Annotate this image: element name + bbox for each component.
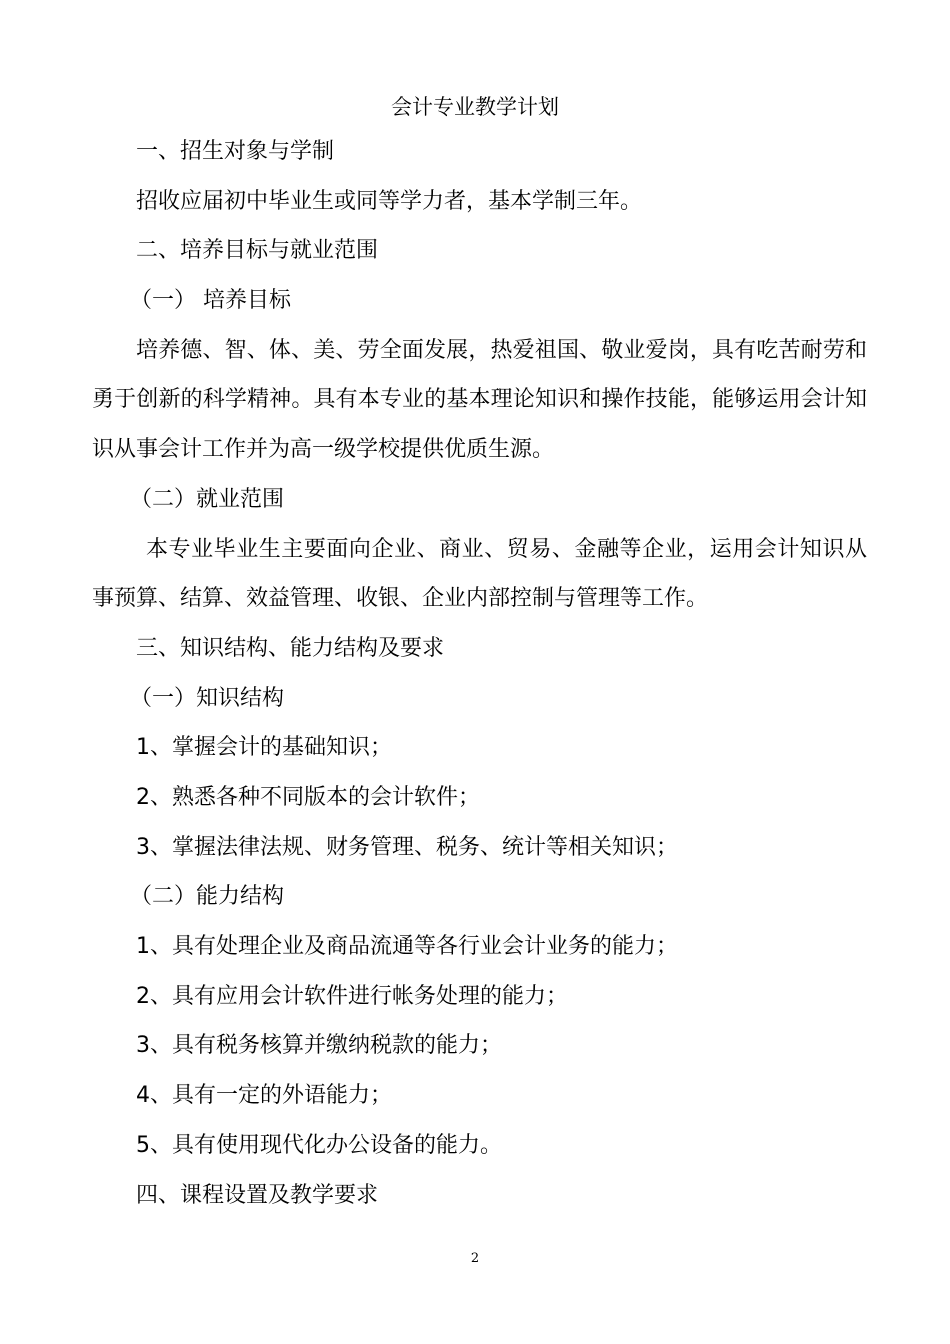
list-item-knowledge-2: 2、熟悉各种不同版本的会计软件；: [136, 785, 480, 811]
subsection-heading-employment-scope: （二）就业范围: [130, 486, 285, 512]
list-item-knowledge-3: 3、掌握法律法规、财务管理、税务、统计等相关知识；: [136, 834, 678, 860]
paragraph-training-goal: 培养德、智、体、美、劳全面发展，热爱祖国、敬业爱岗，具有吃苦耐劳和勇于创新的科学精神。具有本专业的基本理论知识和操作技能，能够运用会计知识从事会计工作并为高一级学校提供优质生源。: [92, 337, 867, 463]
subsection-heading-knowledge: （一）知识结构: [130, 685, 285, 711]
paragraph-employment-scope: 本专业毕业生主要面向企业、商业、贸易、金融等企业，运用会计知识从事预算、结算、效益管理、收银、企业内部控制与管理等工作。: [92, 536, 867, 612]
document-body: [92, 127, 867, 1220]
paragraph-enrollment: 招收应届初中毕业生或同等学力者，基本学制三年。: [136, 188, 643, 214]
list-item-ability-2: 2、具有应用会计软件进行帐务处理的能力；: [136, 983, 568, 1009]
section-heading-curriculum: 四、课程设置及教学要求: [136, 1182, 379, 1208]
document-title: 会计专业教学计划: [391, 95, 559, 119]
list-item-ability-3: 3、具有税务核算并缴纳税款的能力；: [136, 1033, 502, 1059]
section-heading-objectives: 二、培养目标与就业范围: [136, 238, 379, 264]
subsection-heading-training-goal: （一） 培养目标: [130, 288, 291, 314]
section-heading-enrollment: 一、招生对象与学制: [136, 139, 335, 164]
page-number: 2: [470, 1251, 480, 1266]
list-item-ability-4: 4、具有一定的外语能力；: [136, 1083, 392, 1109]
list-item-ability-1: 1、具有处理企业及商品流通等各行业会计业务的能力；: [136, 934, 678, 960]
section-heading-structure: 三、知识结构、能力结构及要求: [136, 635, 445, 661]
list-item-knowledge-1: 1、掌握会计的基础知识；: [136, 735, 392, 761]
subsection-heading-ability: （二）能力结构: [130, 884, 285, 910]
list-item-ability-5: 5、具有使用现代化办公设备的能力。: [136, 1132, 502, 1158]
